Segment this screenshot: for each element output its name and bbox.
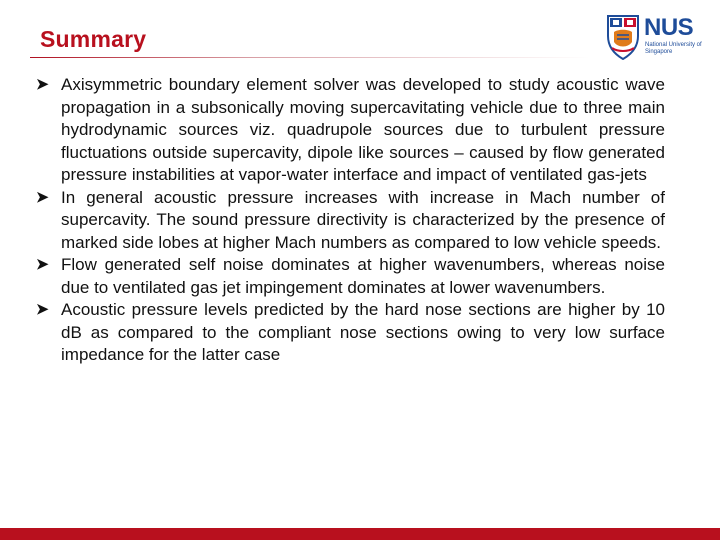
nus-logo <box>606 14 714 62</box>
list-item <box>36 254 665 299</box>
list-item <box>36 187 665 255</box>
bullet-text: Flow generated self noise dominates at higher wavenumbers, whereas noise due to ventilated gas jet impingement dominates at lower wavenumbers. <box>61 255 665 297</box>
list-item <box>36 74 665 187</box>
list-item <box>36 299 665 367</box>
arrow-bullet-icon: ➤ <box>36 256 49 273</box>
logo-subtitle: National University of Singapore <box>645 42 702 55</box>
arrow-bullet-icon: ➤ <box>36 76 49 93</box>
bullet-text: In general acoustic pressure increases with increase in Mach number of supercavity. The sound pressure directivity is characterized by the presence of marked side lobes at higher Mach numbers as compared to low vehicle speeds. <box>61 187 665 252</box>
bullet-text: Axisymmetric boundary element solver was developed to study acoustic wave propagation in a subsonically moving supercavitating vehicle due to three main hydrodynamic sources viz. quadrupole sources due to turbulent pressure fluctuations outside supercavity, dipole like sources – caused by flow generated pressure instabilities at vapor-water interface and impact of ventilated gas-jets <box>61 75 665 184</box>
arrow-bullet-icon: ➤ <box>36 301 49 318</box>
nus-crest-icon <box>606 14 640 60</box>
arrow-bullet-icon: ➤ <box>36 188 49 206</box>
title-underline <box>30 57 590 58</box>
slide-title: Summary <box>40 26 147 52</box>
summary-bullet-list <box>36 74 665 367</box>
bullet-text: Acoustic pressure levels predicted by the hard nose sections are higher by 10 dB as compared to the compliant nose sections owing to very low surface impedance for the latter case <box>61 300 665 364</box>
logo-wordmark: NUS <box>644 14 694 41</box>
footer-bar <box>0 528 720 540</box>
